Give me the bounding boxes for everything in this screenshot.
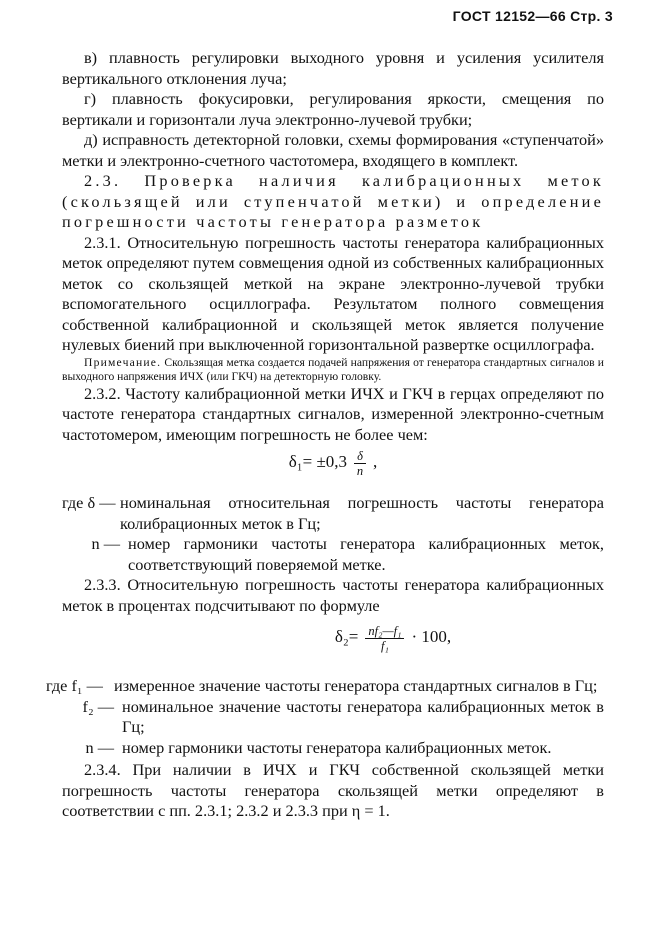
formula1-numerator: δ — [354, 449, 366, 464]
formula-delta2 — [62, 616, 604, 676]
def-term: где δ — — [62, 493, 116, 513]
paragraph-2-3-1: 2.3.1. Относительную погрешность частоты генератора калибрационных меток определяют путем совмещения одной из собственных калибрационных меток со скользящей меткой на экране электронно-лучевой трубки вспомогательного осциллографа. Результатом полного совмещения собственной калибрационной и скользящей меток является получение нулевых биений при выключенной горизонтальной развертке осциллографа. — [62, 232, 604, 354]
page-header: ГОСТ 12152—66 Стр. 3 — [452, 8, 613, 24]
def-term: f₂ — — [82, 696, 114, 716]
formula1-denominator: n — [356, 464, 364, 479]
def-body: номер гармоники частоты генератора калибрационных меток. — [122, 737, 552, 757]
paragraph-2-3-2: 2.3.2. Частоту калибрационной метки ИЧХ и ГКЧ в герцах определяют по частоте генератора стандартных сигналов, измеренной электронно-счетным частотомером, имеющим погрешность не более чем: — [62, 383, 604, 444]
formula2-tail: · 100, — [411, 627, 452, 647]
formula-delta1 — [62, 445, 604, 493]
note-text: Скользящая метка создается подачей напряжения от генератора стандартных сигналов и выходного напряжения ИЧХ (или ГКЧ) на детекторную головку. — [62, 355, 604, 383]
paragraph-2-3-3: 2.3.3. Относительную погрешность частоты генератора калибрационных меток в процентах подсчитывают по формуле — [62, 575, 604, 615]
def-term: где f₁ — — [46, 676, 103, 696]
formula2-fraction — [365, 624, 404, 653]
list-item-g: г) плавность фокусировки, регулирования яркости, смещения по вертикали и горизонтали луча электронно-лучевой трубки; — [62, 89, 604, 129]
definition-n — [62, 534, 604, 575]
definition-f1 — [46, 676, 604, 697]
def-body: номинальное значение частоты генератора калибрационных меток в Гц; — [122, 696, 604, 737]
formula2-lhs: δ₂= — [334, 627, 359, 647]
document-body — [46, 48, 604, 822]
def-body: измеренное значение частоты генератора стандартных сигналов в Гц; — [114, 676, 598, 696]
formula1-lhs: δ₁= ±0,3 — [288, 452, 348, 472]
formula1-fraction — [354, 449, 366, 478]
list-item-d: д) исправность детекторной головки, схемы формирования «ступенчатой» метки и электронно-счетного частотомера, входящего в комплект. — [62, 130, 604, 170]
note-label: Примечание. — [84, 355, 162, 369]
def-body: номер гармоники частоты генератора калибрационных меток, соответствующий поверяемой метке. — [128, 534, 604, 574]
formula2-numerator: nf₂—f₁ — [365, 624, 404, 639]
def-body: номинальная относительная погрешность частоты генератора колибрационных меток в Гц; — [120, 493, 604, 533]
section-heading-2-3: 2.3. Проверка наличия калибрационных меток (скользящей или ступенчатой метки) и определение погрешности частоты генератора разметок — [62, 171, 604, 231]
def-term: n — — [85, 737, 114, 757]
note — [62, 356, 604, 384]
definition-delta — [62, 493, 604, 534]
formula1-tail: , — [373, 452, 378, 472]
paragraph-2-3-4: 2.3.4. При наличии в ИЧХ и ГКЧ собственной скользящей метки погрешность частоты генератора скользящей метки определяют в соответствии с пп. 2.3.1; 2.3.2 и 2.3.3 при η = 1. — [62, 760, 604, 821]
definition-f2 — [62, 697, 604, 738]
list-item-v: в) плавность регулировки выходного уровня и усиления усилителя вертикального отклонения луча; — [62, 48, 604, 88]
formula2-denominator: f₁ — [381, 639, 389, 654]
definition-n2 — [62, 738, 604, 759]
def-term: n — — [91, 534, 120, 554]
